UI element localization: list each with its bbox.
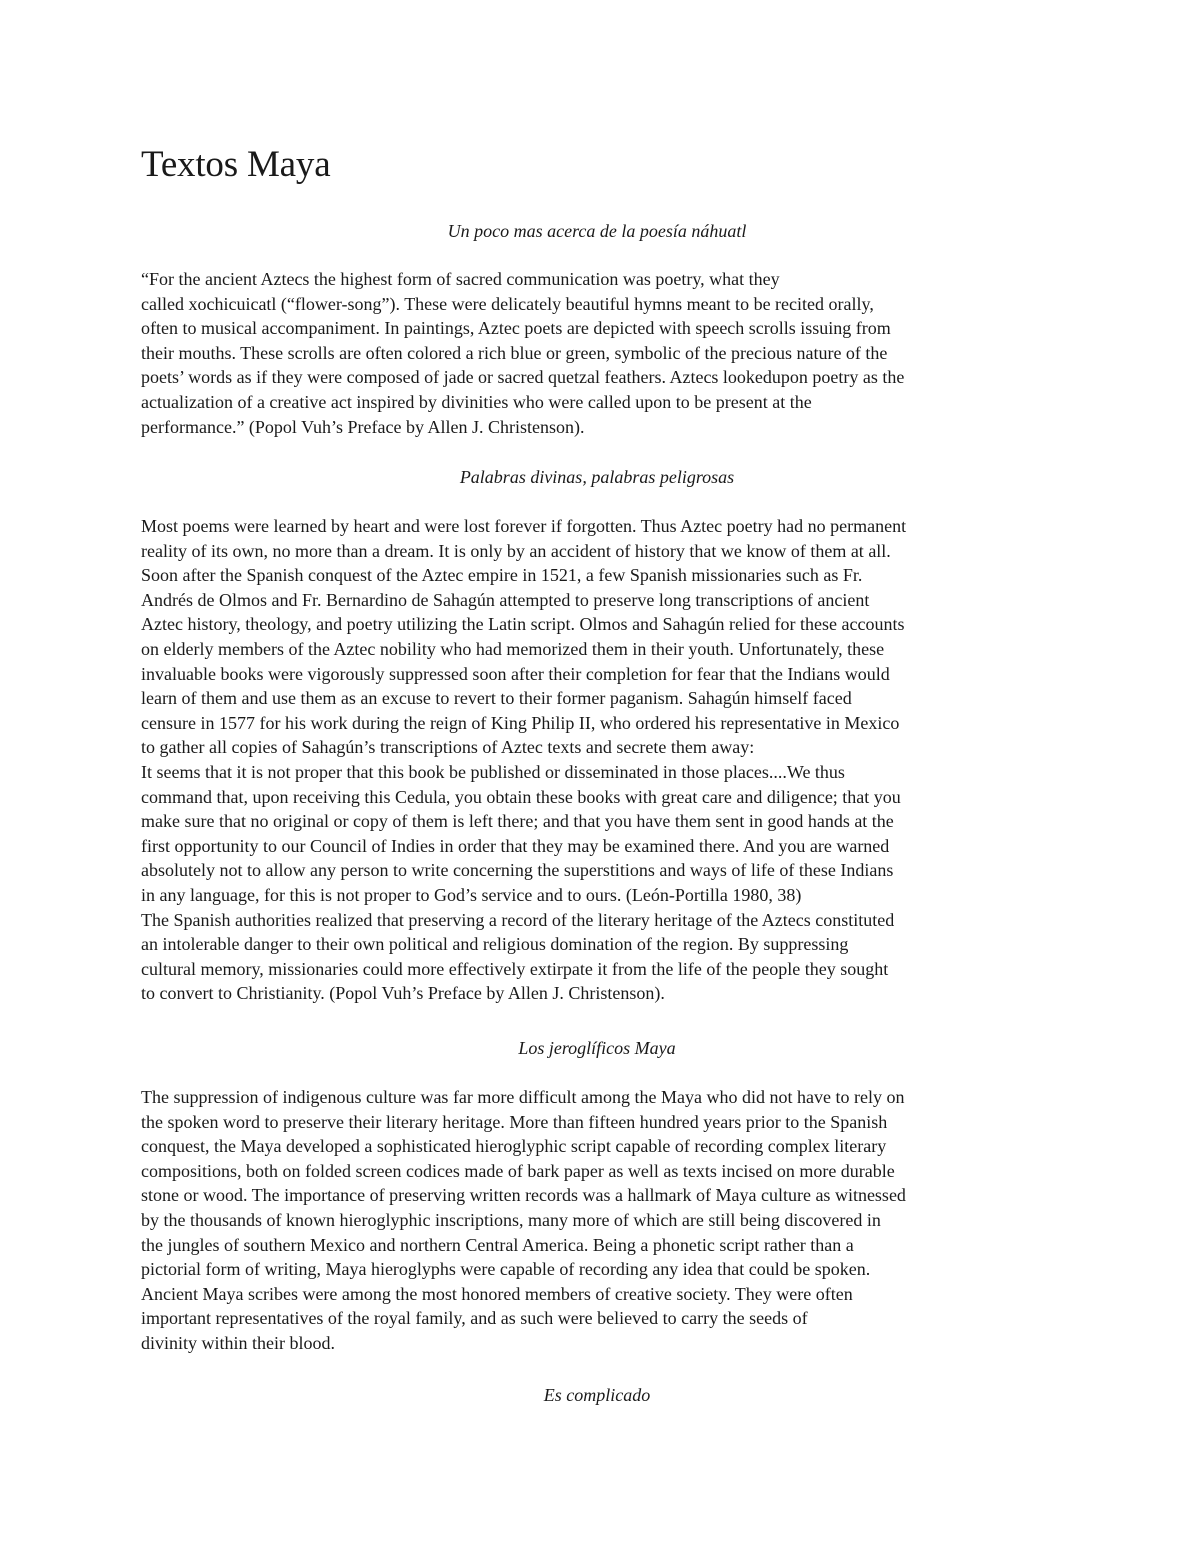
text-line: invaluable books were vigorously suppressed soon after their completion for fear that the Indians would [141, 663, 890, 684]
text-line: actualization of a creative act inspired by divinities who were called upon to be present at the [141, 391, 812, 412]
text-line: learn of them and use them as an excuse to revert to their former paganism. Sahagún himself faced [141, 688, 852, 709]
text-line: the spoken word to preserve their literary heritage. More than fifteen hundred years prior to the Spanish [141, 1111, 888, 1132]
text-line: cultural memory, missionaries could more effectively extirpate it from the life of the people they sought [141, 958, 889, 979]
text-line: to gather all copies of Sahagún’s transcriptions of Aztec texts and secrete them away: [141, 737, 755, 758]
section-heading-jeroglificos-maya: Los jeroglíficos Maya [518, 1038, 676, 1058]
text-line: Soon after the Spanish conquest of the Aztec empire in 1521, a few Spanish missionaries such as Fr. [141, 565, 863, 586]
text-line: to convert to Christianity. (Popol Vuh’s Preface by Allen J. Christenson). [141, 983, 665, 1004]
text-line: poets’ words as if they were composed of jade or sacred quetzal feathers. Aztecs lookedupon poetry as the [141, 367, 905, 388]
text-line: compositions, both on folded screen codices made of bark paper as well as texts incised on more durable [141, 1160, 895, 1181]
text-line: conquest, the Maya developed a sophisticated hieroglyphic script capable of recording complex literary [141, 1136, 887, 1157]
text-line: by the thousands of known hieroglyphic inscriptions, many more of which are still being discovered in [141, 1209, 881, 1230]
text-line: performance.” (Popol Vuh’s Preface by Allen J. Christenson). [141, 416, 585, 437]
text-line: called xochicuicatl (“flower-song”). These were delicately beautiful hymns meant to be recited orally, [141, 293, 874, 314]
text-line: first opportunity to our Council of Indies in order that they may be examined there. And you are warned [141, 835, 890, 856]
text-line: their mouths. These scrolls are often colored a rich blue or green, symbolic of the precious nature of the [141, 342, 888, 363]
text-line: often to musical accompaniment. In paintings, Aztec poets are depicted with speech scrolls issuing from [141, 318, 891, 339]
text-line: censure in 1577 for his work during the reign of King Philip II, who ordered his representative in Mexico [141, 712, 900, 733]
paragraph-aztec-poetry [141, 267, 1071, 439]
section-heading-es-complicado: Es complicado [543, 1385, 651, 1405]
text-line: reality of its own, no more than a dream. It is only by an accident of history that we know of them at all. [141, 540, 891, 561]
text-line: Aztec history, theology, and poetry utilizing the Latin script. Olmos and Sahagún relied for these accounts [141, 614, 905, 635]
text-line: an intolerable danger to their own political and religious domination of the region. By suppressing [141, 934, 849, 955]
text-line: Ancient Maya scribes were among the most honored members of creative society. They were often [141, 1283, 853, 1304]
text-line: “For the ancient Aztecs the highest form of sacred communication was poetry, what they [141, 269, 780, 289]
text-line: on elderly members of the Aztec nobility who had memorized them in their youth. Unfortunately, these [141, 638, 885, 659]
section-heading-poesia-nahuatl: Un poco mas acerca de la poesía náhuatl [447, 221, 747, 241]
text-line: The suppression of indigenous culture was far more difficult among the Maya who did not have to rely on [141, 1087, 905, 1107]
text-line: absolutely not to allow any person to write concerning the superstitions and ways of life of these Indians [141, 860, 894, 881]
text-line: Andrés de Olmos and Fr. Bernardino de Sahagún attempted to preserve long transcriptions of ancient [141, 589, 870, 610]
text-line: the jungles of southern Mexico and northern Central America. Being a phonetic script rather than a [141, 1234, 854, 1255]
text-line: divinity within their blood. [141, 1332, 335, 1353]
text-line: important representatives of the royal family, and as such were believed to carry the seeds of [141, 1308, 808, 1329]
text-line: Most poems were learned by heart and were lost forever if forgotten. Thus Aztec poetry had no permanent [141, 516, 907, 536]
text-line: command that, upon receiving this Cedula, you obtain these books with great care and diligence; that you [141, 786, 901, 807]
text-line: stone or wood. The importance of preserving written records was a hallmark of Maya culture as witnessed [141, 1185, 906, 1206]
text-line: It seems that it is not proper that this book be published or disseminated in those places....We thus [141, 761, 845, 782]
text-line: pictorial form of writing, Maya hieroglyphs were capable of recording any idea that could be spoken. [141, 1259, 871, 1280]
text-line: in any language, for this is not proper to God’s service and to ours. (León-Portilla 1980, 38) [141, 884, 802, 905]
text-line: The Spanish authorities realized that preserving a record of the literary heritage of the Aztecs constituted [141, 909, 895, 930]
paragraph-lost-poems [141, 514, 1071, 1006]
text-line: make sure that no original or copy of them is left there; and that you have them sent in good hands at the [141, 811, 894, 832]
document-title: Textos Maya [141, 144, 331, 185]
paragraph-maya-hieroglyphs [141, 1085, 1071, 1356]
section-heading-palabras-divinas: Palabras divinas, palabras peligrosas [459, 467, 735, 487]
